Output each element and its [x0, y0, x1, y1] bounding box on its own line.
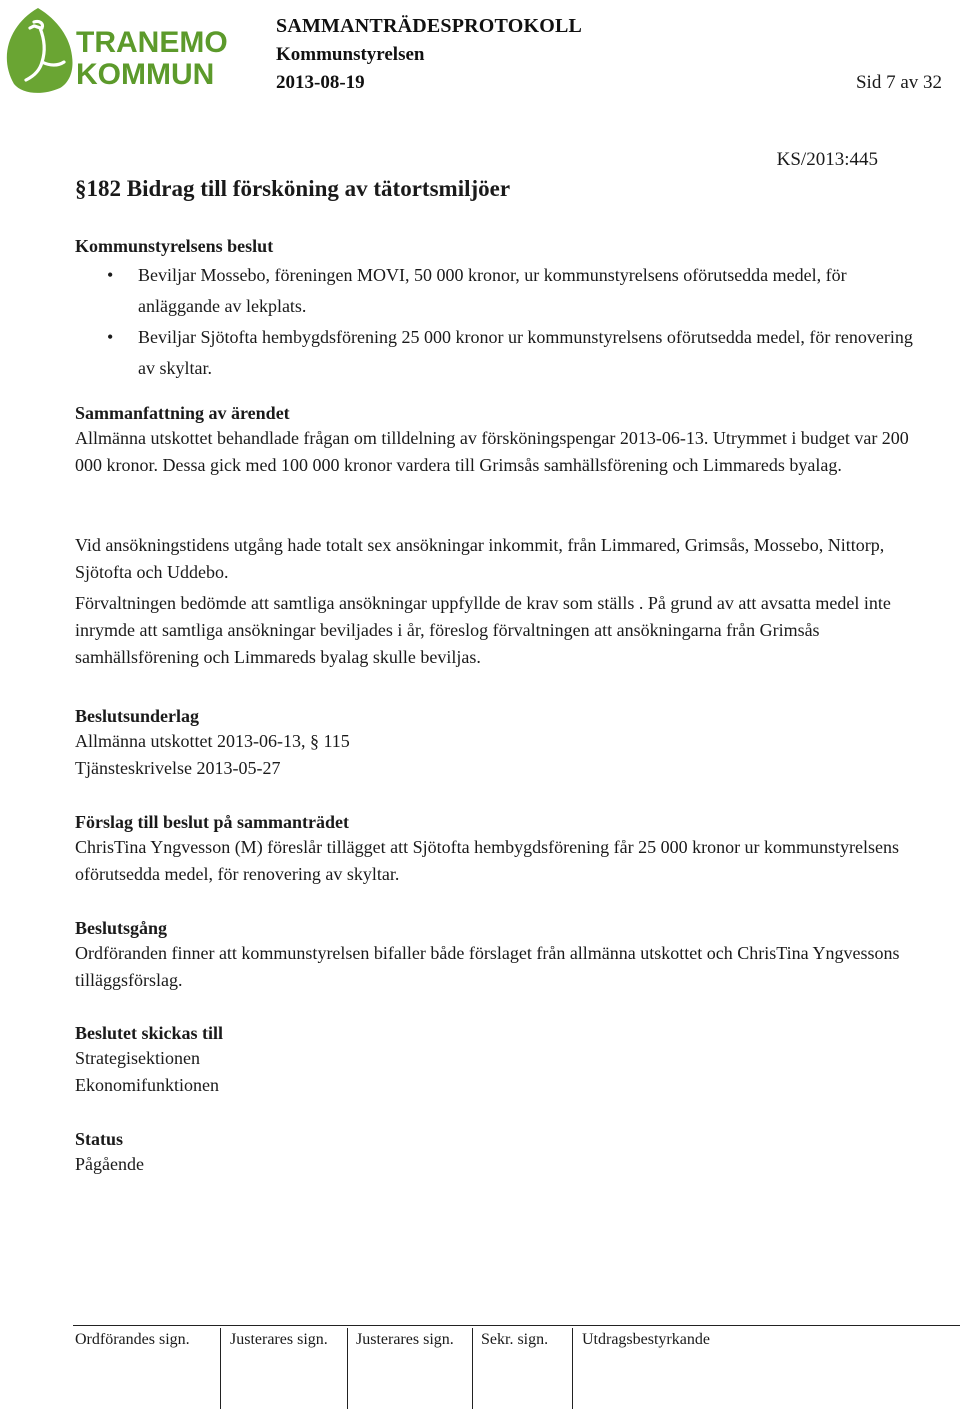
committee-name: Kommunstyrelsen: [276, 44, 425, 65]
summary-heading: Sammanfattning av ärendet: [75, 403, 290, 423]
process-text: Ordföranden finner att kommunstyrelsen bifaller både förslaget från allmänna utskottet och ChrisTina Yngvessons tilläggsförslag.: [75, 943, 900, 990]
decision-item: • Beviljar Mossebo, föreningen MOVI, 50 000 kronor, ur kommunstyrelsens oförutsedda medel, för anläggande av lekplats.: [75, 260, 915, 322]
proposal-heading: Förslag till beslut på sammanträdet: [75, 812, 349, 832]
meeting-date: 2013-08-19: [276, 72, 365, 93]
recipient: Strategisektionen: [75, 1048, 200, 1068]
logo-text-kommun: KOMMUN: [76, 58, 215, 91]
status-heading: Status: [75, 1129, 124, 1149]
adjuster-signature-label: Justerares sign.: [356, 1331, 454, 1348]
section-title: §182 Bidrag till försköning av tätortsmiljöer: [75, 176, 511, 201]
case-number: KS/2013:445: [776, 149, 878, 170]
signature-divider: [347, 1328, 348, 1409]
status-value: Pågående: [75, 1154, 144, 1174]
summary-paragraph-2: Vid ansökningstidens utgång hade totalt sex ansökningar inkommit, från Limmared, Grimsås, Mossebo, Nittorp, Sjötofta och Uddebo.: [75, 535, 885, 582]
basis-item: Tjänsteskrivelse 2013-05-27: [75, 758, 281, 778]
recipient: Ekonomifunktionen: [75, 1075, 219, 1095]
proposal-text: ChrisTina Yngvesson (M) föreslår tillägget att Sjötofta hembygdsförening får 25 000 kronor ur kommunstyrelsens oförutsedda medel, för renovering av skyltar.: [75, 837, 900, 884]
decision-list: [75, 260, 915, 384]
footer-rule: [73, 1325, 960, 1326]
page-number: Sid 7 av 32: [855, 72, 942, 93]
basis-item: Allmänna utskottet 2013-06-13, § 115: [75, 731, 350, 751]
adjuster-signature-label: Justerares sign.: [230, 1331, 328, 1348]
signature-divider: [572, 1328, 573, 1409]
chair-signature-label: Ordförandes sign.: [75, 1331, 190, 1348]
extract-certification-label: Utdragsbestyrkande: [582, 1331, 710, 1348]
summary-paragraph-3: Förvaltningen bedömde att samtliga ansökningar uppfyllde de krav som ställs . På grund av att avsatta medel inte inrymde att samtliga ansökningar beviljades i år, föreslog förvaltningen att ansökningarna från Grimsås samhällsförening och Limmareds byalag skulle beviljas.: [75, 593, 891, 667]
document-type: SAMMANTRÄDESPROTOKOLL: [276, 15, 583, 37]
secretary-signature-label: Sekr. sign.: [481, 1331, 549, 1348]
signature-divider: [220, 1328, 221, 1409]
sent-to-heading: Beslutet skickas till: [75, 1023, 224, 1043]
signature-divider: [472, 1328, 473, 1409]
summary-paragraph-1: Allmänna utskottet behandlade frågan om tilldelning av försköningspengar 2013-06-13. Utrymmet i budget var 200 000 kronor. Dessa gick med 100 000 kronor vardera till Grimsås samhällsförening och Limmareds byalag.: [75, 428, 909, 475]
decision-heading: Kommunstyrelsens beslut: [75, 236, 274, 256]
logo-text-tranemo: TRANEMO: [76, 26, 228, 59]
basis-heading: Beslutsunderlag: [75, 706, 200, 726]
tranemo-kommun-logo: [0, 4, 228, 96]
decision-item: • Beviljar Sjötofta hembygdsförening 25 000 kronor ur kommunstyrelsens oförutsedda medel, för renovering av skyltar.: [75, 322, 915, 384]
process-heading: Beslutsgång: [75, 918, 168, 938]
